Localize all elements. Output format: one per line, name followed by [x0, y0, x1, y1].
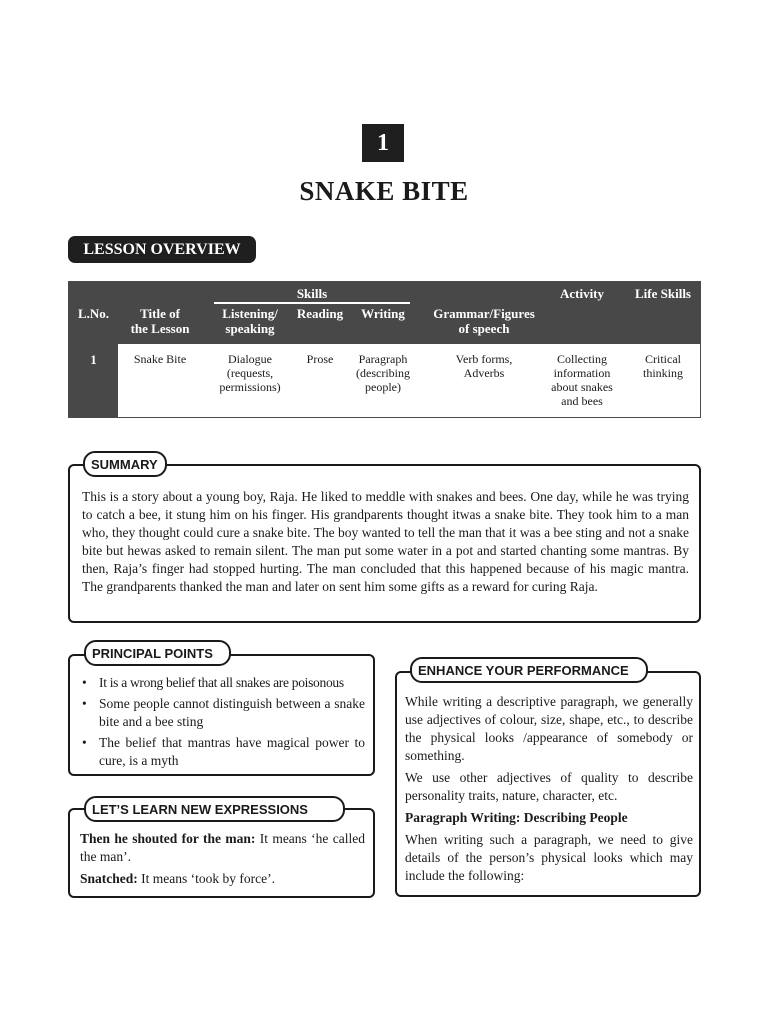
header-writing: Writing	[361, 306, 405, 321]
list-item: • Some people cannot distinguish between a snake bite and a bee sting	[82, 695, 365, 729]
row-listening: Dialogue (requests, permissions)	[219, 352, 281, 394]
header-skills: Skills	[296, 286, 328, 301]
enhance-label: ENHANCE YOUR PERFORMANCE	[410, 657, 648, 683]
chapter-title: SNAKE BITE	[299, 176, 469, 206]
row-reading: Prose	[306, 352, 334, 366]
list-item: • It is a wrong belief that all snakes are poisonous	[82, 675, 344, 690]
row-lno: 1	[90, 352, 97, 367]
header-title: Title of the Lesson	[130, 306, 190, 336]
header-lno: L.No.	[77, 306, 110, 321]
header-grammar: Grammar/Figures of speech	[433, 306, 535, 336]
expressions-text: Then he shouted for the man: It means ‘he called the man’. Snatched: It means ‘took by force’.	[80, 831, 365, 886]
row-title: Snake Bite	[133, 352, 187, 366]
principal-points-label: PRINCIPAL POINTS	[84, 640, 231, 666]
chapter-number: 1	[362, 124, 404, 162]
summary-text: This is a story about a young boy, Raja. He liked to meddle with snakes and bees. One day, while he was trying to catch a bee, it stung him on his finger. His grandparents thought itwas a snake bite. They took him to a man who, they thought could cure a snake bite. The boy wanted to tell the man that it was a bee sting and not a snake bite but hewas asked to remain silent. The man put some water in a pot and started chanting some mantras. By then, Raja’s finger had stopped hurting. The man concluded that this happened because of his magic mantra. The grandparents thanked the man and later on sent him some gifts as a reward for curing Raja.	[82, 489, 689, 594]
enhance-box	[395, 671, 701, 897]
enhance-paragraph-3: When writing such a paragraph, we need to give details of the person’s physical looks which may include the following:	[405, 832, 693, 883]
row-grammar: Verb forms, Adverbs	[455, 352, 513, 380]
lesson-overview-table	[68, 281, 701, 418]
skills-divider	[214, 302, 410, 304]
header-activity: Activity	[559, 286, 605, 301]
row-activity: Collecting information about snakes and bees	[551, 352, 613, 408]
header-listening: Listening/ speaking	[222, 306, 278, 336]
row-life-skills: Critical thinking	[642, 352, 683, 380]
enhance-paragraph-2: We use other adjectives of quality to describe personality traits, nature, character, etc.	[405, 770, 693, 803]
summary-label: SUMMARY	[83, 451, 167, 477]
header-life-skills: Life Skills	[635, 286, 691, 301]
principal-points-list	[80, 674, 365, 773]
row-writing: Paragraph (describing people)	[356, 352, 410, 394]
enhance-heading: Paragraph Writing: Describing People	[405, 810, 628, 825]
expressions-label: LET’S LEARN NEW EXPRESSIONS	[84, 796, 345, 822]
list-item: • The belief that mantras have magical power to cure, is a myth	[82, 734, 365, 768]
enhance-text	[405, 693, 693, 889]
principal-points-box	[68, 654, 375, 776]
summary-box	[68, 464, 701, 623]
header-reading: Reading	[296, 306, 344, 321]
enhance-paragraph-1: While writing a descriptive paragraph, we generally use adjectives of colour, size, shape, etc., to describe the physical looks /appearance of somebody or something.	[405, 694, 693, 763]
lesson-overview-label: LESSON OVERVIEW	[68, 236, 256, 263]
